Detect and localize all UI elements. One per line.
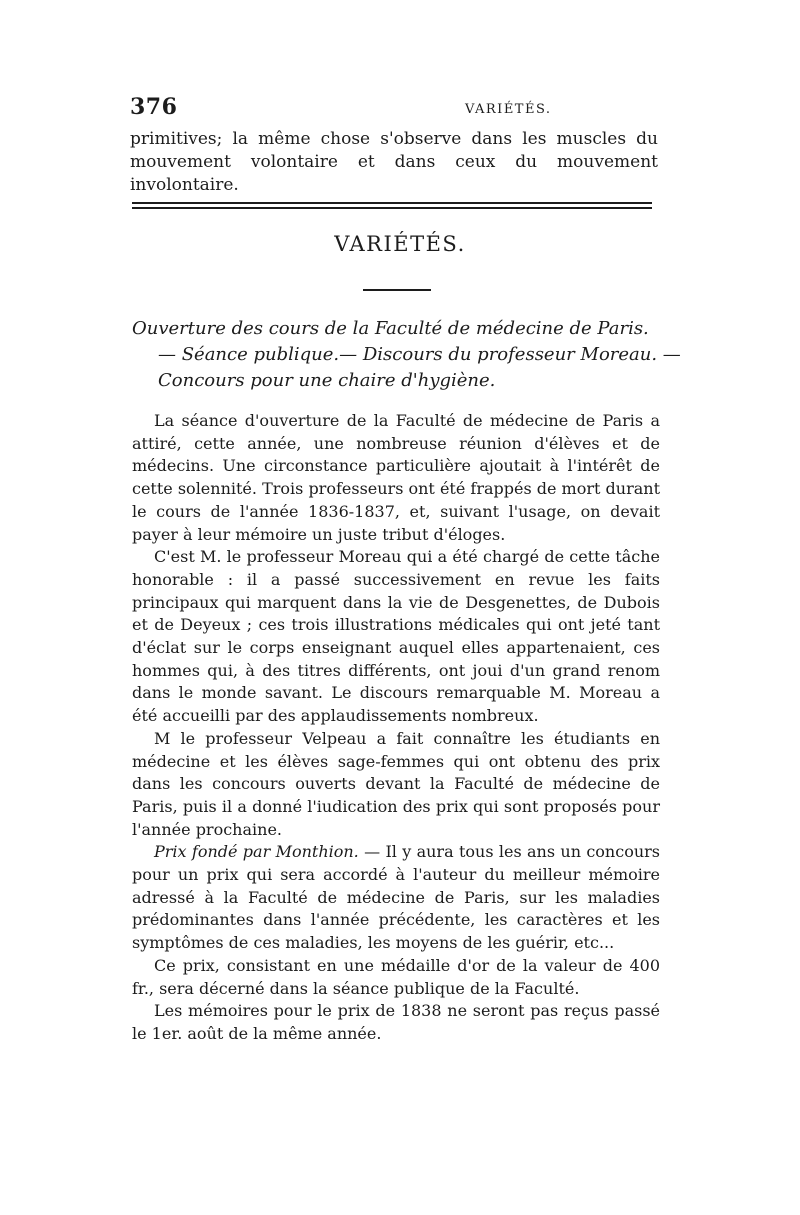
paragraph-prix [132, 841, 660, 955]
article-heading-line-1: Ouverture des cours de la Faculté de médecine de Paris. [132, 318, 649, 339]
paragraph-memoires: Les mémoires pour le prix de 1838 ne seront pas reçus passé le 1er. août de la même année. [132, 1001, 660, 1043]
article-heading-line-2: — Séance publique.— Discours du professeur Moreau. — [158, 344, 681, 365]
continuation-text: primitives; la même chose s'observe dans les muscles du mouvement volontaire et dans ceux du mouvement involontaire. [130, 129, 658, 195]
article-heading [132, 316, 681, 394]
section-divider [363, 289, 431, 291]
double-rule-bottom [132, 207, 652, 209]
page-number: 376 [130, 94, 178, 120]
paragraph-moreau: C'est M. le professeur Moreau qui a été chargé de cette tâche honorable : il a passé successivement en revue les faits principaux qui marquent dans la vie de Desgenettes, de Dubois et de Deyeux ; ces trois illustrations médicales qui ont jeté tant d'éclat sur le corps enseignant auquel elles appartenaient, ces hommes qui, à des titres différents, ont joui d'un grand renom dans le monde savant. Le discours remarquable M. Moreau a été accueilli par des applaudissements nombreux. [132, 547, 660, 726]
article-body [132, 410, 660, 1046]
section-title: VARIÉTÉS. [334, 232, 466, 256]
double-rule-top [132, 202, 652, 204]
page-header [130, 94, 658, 124]
paragraph-seance: La séance d'ouverture de la Faculté de médecine de Paris a attiré, cette année, une nombreuse réunion d'élèves et de médecins. Une circonstance particulière ajoutait à l'intérêt de cette solennité. Trois professeurs ont été frappés de mort durant le cours de l'année 1836-1837, et, suivant l'usage, on devait payer à leur mémoire un juste tribut d'éloges. [132, 411, 660, 544]
paragraph-medaille: Ce prix, consistant en une médaille d'or de la valeur de 400 fr., sera décerné dans la séance publique de la Faculté. [132, 955, 660, 998]
paragraph-velpeau: M le professeur Velpeau a fait connaître les étudiants en médecine et les élèves sage-femmes qui ont obtenu des prix dans les concours ouverts devant la Faculté de médecine de Paris, puis il a donné l'iudication des prix qui sont proposés pour l'année prochaine. [132, 728, 660, 839]
article-heading-line-3: Concours pour une chaire d'hygiène. [158, 370, 496, 391]
prix-text: — Il y aura tous les ans un concours pour un prix qui sera accordé à l'auteur du meilleur mémoire adressé à la Faculté de médecine de Paris, sur les maladies prédominantes dans l'année précédente, les caractères et les symptômes de ces maladies, les moyens de les guérir, etc... [132, 842, 660, 953]
running-head: VARIÉTÉS. [465, 102, 552, 117]
prix-title: Prix fondé par Monthion. [154, 842, 359, 862]
